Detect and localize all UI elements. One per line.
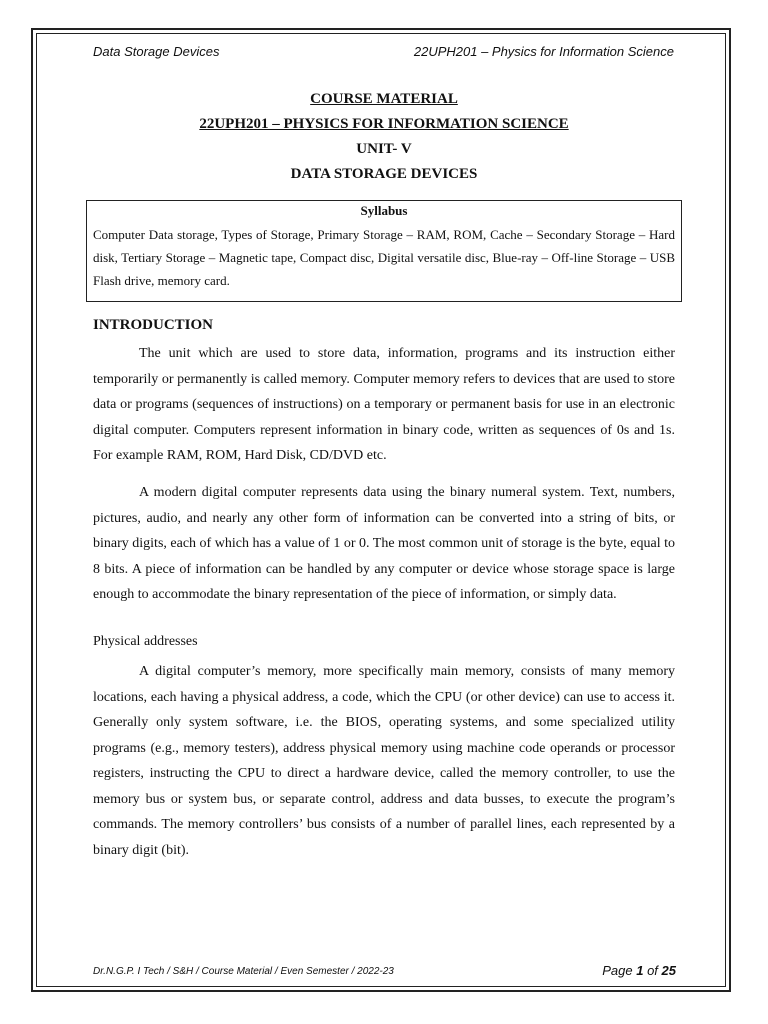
page-word: Page [602,963,633,978]
chapter-title: DATA STORAGE DEVICES [290,166,478,182]
syllabus-heading: Syllabus [360,203,408,218]
footer-left: Dr.N.G.P. I Tech / S&H / Course Material / Even Semester / 2022-23 [93,966,394,977]
running-header-right: 22UPH201 – Physics for Information Science [413,44,674,59]
unit-title: UNIT- V [356,141,412,157]
course-material-title: COURSE MATERIAL [310,91,458,107]
syllabus-body: Computer Data storage, Types of Storage, Primary Storage – RAM, ROM, Cache – Secondary Storage – Hard disk, Tertiary Storage – Magnetic tape, Compact disc, Digital versatile disc, Blue-ray – Off-line Storage – USB Flash drive, memory card. [93,227,675,288]
running-header-left: Data Storage Devices [93,44,220,59]
title-block [0,87,768,187]
intro-paragraph-1-text: The unit which are used to store data, information, programs and its instruction either temporarily or permanently is called memory. Computer memory refers to devices that are used to store data or programs (sequences of instructions) on a temporary or permanent basis for use in an electronic digital computer. Computers represent information in binary code, written as sequences of 0s and 1s. For example RAM, ROM, Hard Disk, CD/DVD etc. [93,346,675,463]
course-code-title: 22UPH201 – PHYSICS FOR INFORMATION SCIENCE [199,116,569,132]
page-number [602,963,676,978]
page-current: 1 [636,963,644,978]
syllabus-box [86,200,682,302]
page-total: 25 [661,963,676,978]
physical-addresses-subheading: Physical addresses [93,634,198,649]
intro-paragraph-2-text: A modern digital computer represents data using the binary numeral system. Text, numbers, pictures, audio, and nearly any other form of information can be converted into a string of bits, or binary digits, each of which has a value of 1 or 0. The most common unit of storage is the byte, equal to 8 bits. A piece of information can be handled by any computer or device whose storage space is large enough to accommodate the binary representation of the piece of information, or simply data. [93,485,675,602]
physical-addresses-paragraph [93,659,675,863]
of-word: of [647,963,658,978]
physical-addresses-paragraph-text: A digital computer’s memory, more specifically main memory, consists of many memory locations, each having a physical address, a code, which the CPU (or other device) can use to access it. Generally only system software, i.e. the BIOS, operating systems, and some specialized utility programs (e.g., memory testers), address physical memory using machine code operands or processor registers, instructing the CPU to direct a hardware device, called the memory controller, to use the memory bus or system bus, or separate control, address and data busses, to execute the program’s commands. The memory controllers’ bus consists of a number of parallel lines, each represented by a binary digit (bit). [93,664,675,858]
intro-paragraph-2 [93,480,675,608]
intro-paragraph-1 [93,341,675,469]
introduction-heading: INTRODUCTION [93,317,214,333]
